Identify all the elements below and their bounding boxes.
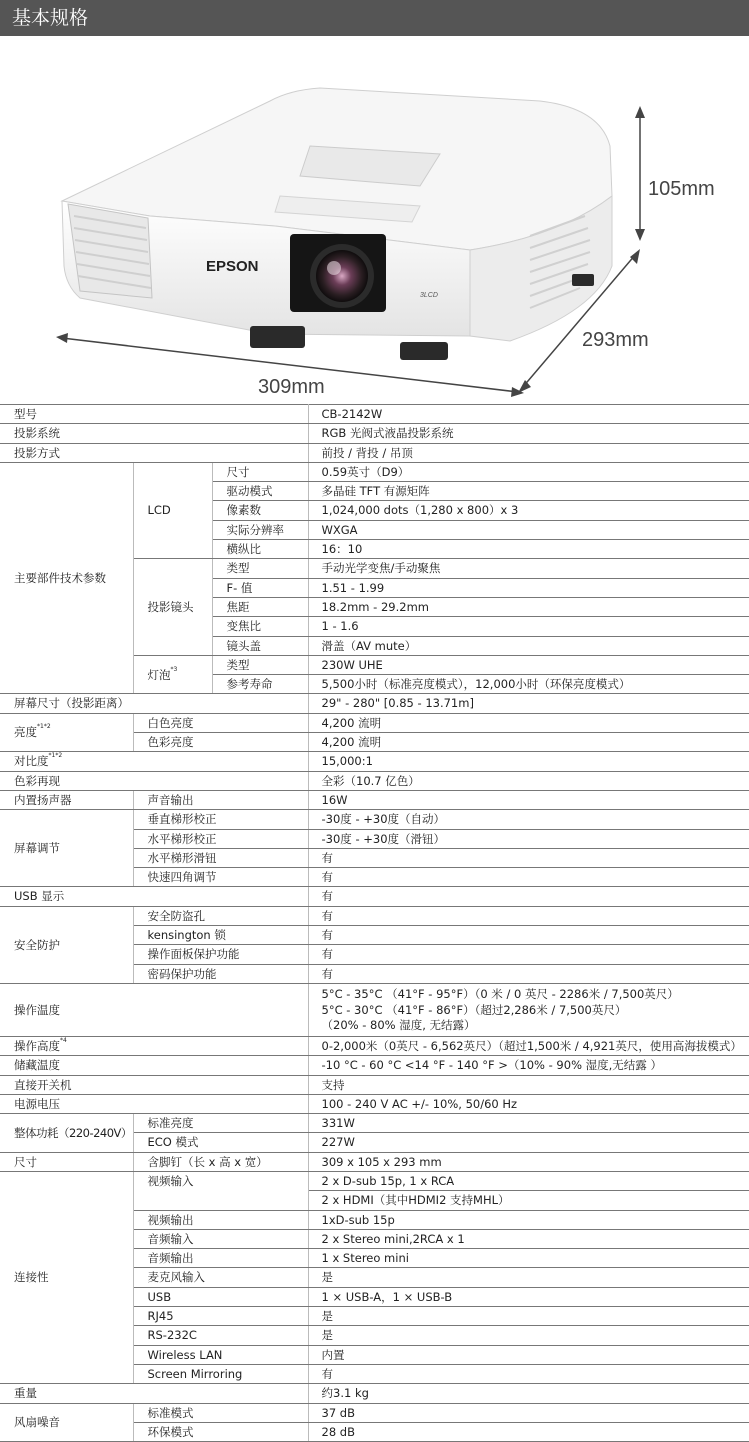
table-row [0,1171,749,1190]
width-dimension: 309mm [258,376,325,399]
spec-value: 16W [308,790,749,809]
spec-value: 有 [308,1364,749,1383]
table-row [0,694,749,713]
spec-value: 有 [308,945,749,964]
spec-value: 1,024,000 dots（1,280 x 800）x 3 [308,501,749,520]
table-row [0,906,749,925]
section-header [0,0,749,36]
spec-value: -30度 - +30度（滑钮） [308,829,749,848]
spec-value: 18.2mm - 29.2mm [308,597,749,616]
spec-text: *1*2 [49,752,63,759]
spec-label: 横纵比 [212,540,308,559]
spec-value: 5,500小时（标准亮度模式），12,000小时（环保亮度模式） [308,675,749,694]
spec-value: 内置 [308,1345,749,1364]
spec-value: 手动光学变焦/手动聚焦 [308,559,749,578]
spec-value: 4,200 流明 [308,713,749,732]
spec-label: 投影方式 [0,443,308,462]
spec-value: 100 - 240 V AC +/- 10%, 50/60 Hz [308,1094,749,1113]
table-row [0,1056,749,1075]
spec-value: 有 [308,906,749,925]
spec-label: 操作面板保护功能 [133,945,308,964]
spec-value: 1xD-sub 15p [308,1210,749,1229]
table-row [0,810,749,829]
spec-label: 重量 [0,1384,308,1403]
spec-label [0,1036,308,1055]
spec-label: 变焦比 [212,617,308,636]
spec-value: 有 [308,964,749,983]
spec-label: 视频输出 [133,1210,308,1229]
spec-text: *3 [171,666,178,673]
spec-label: ECO 模式 [133,1133,308,1152]
spec-value: 1 × USB-A，1 × USB-B [308,1287,749,1306]
spec-label: 安全防护 [0,906,133,983]
table-row [0,1114,749,1133]
spec-value: 331W [308,1114,749,1133]
spec-value: 是 [308,1307,749,1326]
spec-label: 实际分辨率 [212,520,308,539]
table-row [0,1036,749,1055]
spec-value: 309 x 105 x 293 mm [308,1152,749,1171]
spec-value: 有 [308,868,749,887]
spec-label: 主要部件技术参数 [0,462,133,694]
height-dimension: 105mm [648,178,715,201]
spec-label: 整体功耗（220-240V） [0,1114,133,1153]
spec-value: 滑盖（AV mute） [308,636,749,655]
spec-label: 屏幕调节 [0,810,133,887]
spec-value: 约3.1 kg [308,1384,749,1403]
spec-value: CB-2142W [308,405,749,424]
spec-value: 0.59英寸（D9） [308,462,749,481]
spec-label: 焦距 [212,597,308,616]
spec-label: 麦克风输入 [133,1268,308,1287]
spec-label: USB 显示 [0,887,308,906]
spec-label: RS-232C [133,1326,308,1345]
3lcd-logo: 3LCD [420,292,438,299]
spec-label [0,713,133,752]
spec-value: RGB 光阀式液晶投影系统 [308,424,749,443]
section-title: 基本规格 [12,7,88,29]
spec-label: Wireless LAN [133,1345,308,1364]
spec-label: 音频输入 [133,1229,308,1248]
table-row [0,1075,749,1094]
spec-value: 支持 [308,1075,749,1094]
spec-label: 电源电压 [0,1094,308,1113]
spec-value [308,983,749,1036]
spec-label: 储藏温度 [0,1056,308,1075]
spec-value: 有 [308,848,749,867]
table-row [0,424,749,443]
table-row [0,752,749,771]
spec-label: 含脚钉（长 x 高 x 宽） [133,1152,308,1171]
spec-value: 0-2,000米（0英尺 - 6,562英尺）（超过1,500米 / 4,921英尺，使用高海拔模式） [308,1036,749,1055]
spec-label: 声音输出 [133,790,308,809]
spec-value: 是 [308,1268,749,1287]
table-row [0,1094,749,1113]
table-row [0,1384,749,1403]
table-row [0,887,749,906]
spec-label: LCD [133,462,212,558]
table-row [0,713,749,732]
spec-text: 操作高度 [14,1039,60,1053]
table-row [0,983,749,1036]
spec-value: WXGA [308,520,749,539]
spec-label: 标准模式 [133,1403,308,1422]
spec-label: kensington 锁 [133,926,308,945]
spec-value: 227W [308,1133,749,1152]
spec-label: 密码保护功能 [133,964,308,983]
spec-value: 2 x HDMI（其中HDMI2 支持MHL） [308,1191,749,1210]
spec-label: 风扇噪音 [0,1403,133,1442]
spec-label: 色彩再现 [0,771,308,790]
spec-value: 多晶硅 TFT 有源矩阵 [308,482,749,501]
spec-label: 直接开关机 [0,1075,308,1094]
spec-text: 5°C - 30°C （41°F - 86°F）（超过2,286米 / 7,500英尺） [322,1003,749,1019]
spec-label: 环保模式 [133,1422,308,1441]
spec-label: 尺寸 [212,462,308,481]
spec-label: 操作温度 [0,983,308,1036]
spec-text: 对比度 [14,754,49,768]
spec-label: 音频输出 [133,1249,308,1268]
spec-text: 灯泡 [148,668,171,682]
depth-dimension: 293mm [582,329,649,352]
spec-value: 是 [308,1326,749,1345]
spec-value: 1 x Stereo mini [308,1249,749,1268]
spec-label: 色彩亮度 [133,733,308,752]
spec-label: USB [133,1287,308,1306]
spec-label: 标准亮度 [133,1114,308,1133]
spec-table [0,404,749,1442]
spec-value: 230W UHE [308,655,749,674]
spec-value: -10 °C - 60 °C <14 °F - 140 °F >（10% - 90% 湿度,无结露 ） [308,1056,749,1075]
spec-text: *1*2 [37,723,51,730]
spec-label: 连接性 [0,1171,133,1383]
table-row [0,790,749,809]
spec-value: 15,000:1 [308,752,749,771]
spec-value: 2 x D-sub 15p, 1 x RCA [308,1171,749,1190]
spec-label: 像素数 [212,501,308,520]
table-row [0,1403,749,1422]
spec-value: 有 [308,926,749,945]
spec-label: 尺寸 [0,1152,133,1171]
spec-value: 1 - 1.6 [308,617,749,636]
spec-label: 投影镜头 [133,559,212,655]
spec-label: Screen Mirroring [133,1364,308,1383]
spec-value: 2 x Stereo mini,2RCA x 1 [308,1229,749,1248]
table-row [0,462,749,481]
brand-logo: EPSON [206,258,259,275]
spec-value: 全彩（10.7 亿色） [308,771,749,790]
spec-label: 视频输入 [133,1171,308,1210]
spec-label: 水平梯形校正 [133,829,308,848]
spec-text: 5°C - 35°C （41°F - 95°F）（0 米 / 0 英尺 - 2286米 / 7,500英尺） [322,987,749,1003]
table-row [0,771,749,790]
spec-label: 安全防盗孔 [133,906,308,925]
spec-label: 型号 [0,405,308,424]
table-row [0,1152,749,1171]
spec-label: 快速四角调节 [133,868,308,887]
spec-value: 1.51 - 1.99 [308,578,749,597]
table-row [0,405,749,424]
spec-label [133,655,212,694]
spec-value: -30度 - +30度（自动） [308,810,749,829]
spec-label: 参考寿命 [212,675,308,694]
spec-text: （20% - 80% 湿度, 无结露） [322,1018,749,1034]
spec-label: 白色亮度 [133,713,308,732]
spec-label: RJ45 [133,1307,308,1326]
spec-label: 内置扬声器 [0,790,133,809]
spec-label: F- 值 [212,578,308,597]
spec-value: 37 dB [308,1403,749,1422]
spec-text: *4 [60,1037,67,1044]
spec-value: 28 dB [308,1422,749,1441]
spec-label: 垂直梯形校正 [133,810,308,829]
spec-value: 前投 / 背投 / 吊顶 [308,443,749,462]
spec-label: 类型 [212,559,308,578]
spec-label: 投影系统 [0,424,308,443]
spec-label: 屏幕尺寸（投影距离） [0,694,308,713]
spec-text: 亮度 [14,725,37,739]
spec-value: 29" - 280" [0.85 - 13.71m] [308,694,749,713]
spec-label: 水平梯形滑钮 [133,848,308,867]
spec-label: 镜头盖 [212,636,308,655]
projector-figure [0,36,749,404]
spec-label [0,752,308,771]
spec-label: 驱动模式 [212,482,308,501]
spec-value: 4,200 流明 [308,733,749,752]
table-row [0,443,749,462]
spec-label: 类型 [212,655,308,674]
spec-value: 16：10 [308,540,749,559]
spec-value: 有 [308,887,749,906]
